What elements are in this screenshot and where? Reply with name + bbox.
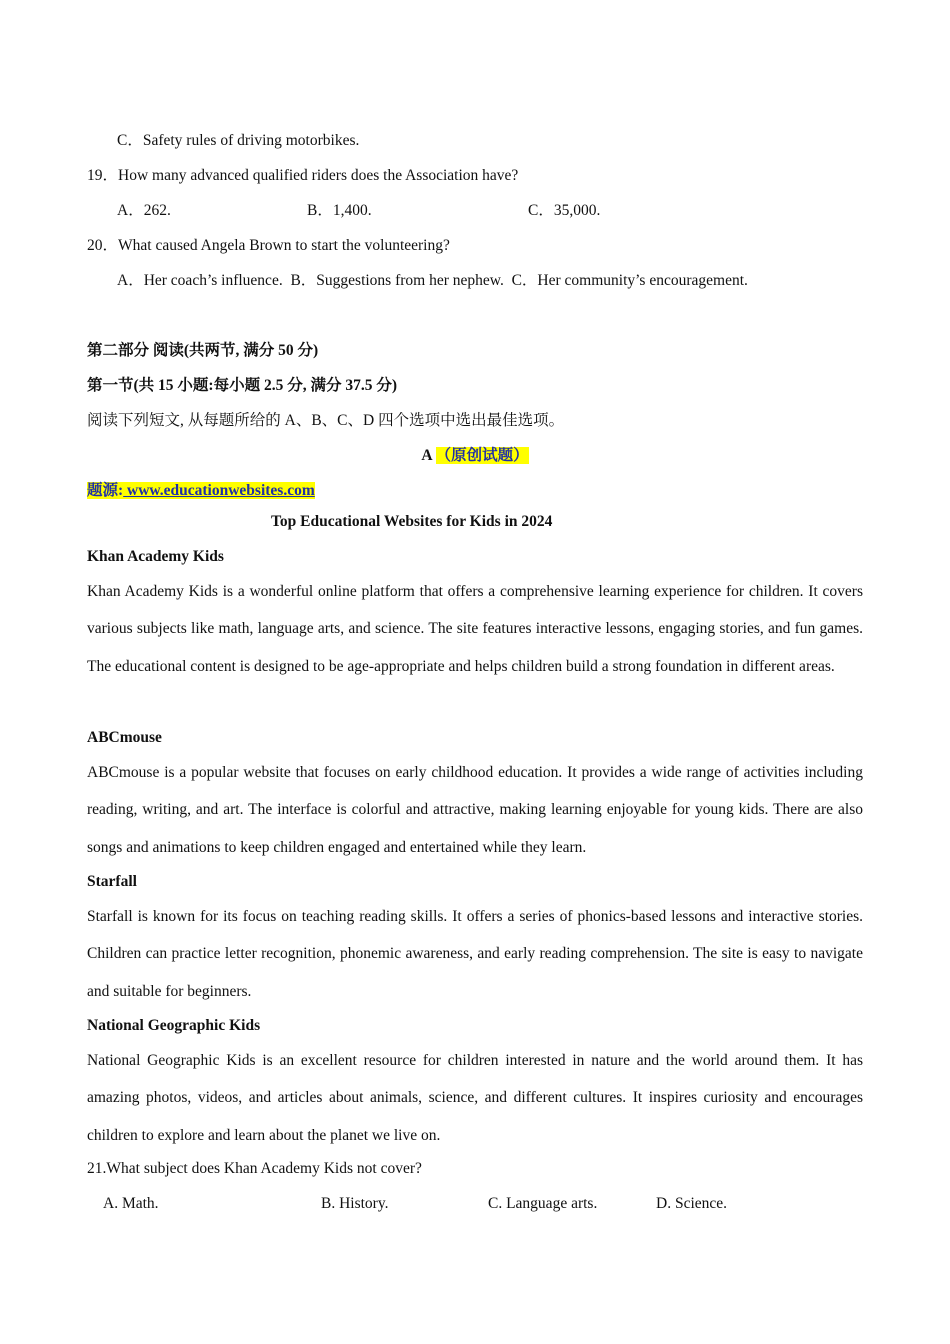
q21-option-b: B. History. — [321, 1195, 389, 1212]
body-starfall: Starfall is known for its focus on teaching reading skills. It offers a series of phonics-based lessons and interactive stories. Children can practice letter recognition, phonemic awareness, and early reading comprehension. The site is easy to navigate and suitable for beginners. — [87, 908, 863, 1000]
source-label: 题源: — [87, 482, 124, 499]
original-tag: （原创试题） — [435, 447, 529, 464]
q20-options: A．Her coach’s influence. B．Suggestions from her nephew. C．Her community’s encouragement. — [117, 272, 748, 289]
source-line — [87, 478, 315, 500]
q19-option-a: A．262. — [117, 202, 171, 219]
q21-stem: 21.What subject does Khan Academy Kids not cover? — [87, 1160, 422, 1177]
source-link[interactable]: www.educationwebsites.com — [127, 482, 315, 499]
heading-khan-academy: Khan Academy Kids — [87, 548, 224, 565]
q19-stem: 19．How many advanced qualified riders does the Association have? — [87, 167, 519, 184]
q21-option-d: D. Science. — [656, 1195, 728, 1212]
part-title: 第二部分 阅读(共两节, 满分 50 分) — [87, 342, 319, 359]
heading-natgeo-kids: National Geographic Kids — [87, 1017, 261, 1034]
heading-starfall: Starfall — [87, 873, 137, 890]
q19-option-b: B．1,400. — [307, 202, 372, 219]
q19-option-c: C．35,000. — [528, 202, 601, 219]
body-natgeo-kids: National Geographic Kids is an excellent resource for children interested in nature and the world around them. It has amazing photos, videos, and articles about animals, science, and different cultures. It inspires curiosity and encourages children to explore and learn about the planet we live on. — [87, 1052, 863, 1144]
body-abcmouse: ABCmouse is a popular website that focuses on early childhood education. It provides a wide range of activities including reading, writing, and art. The interface is colorful and attractive, making learning enjoyable for young kids. There are also songs and animations to keep children engaged and entertained while they learn. — [87, 764, 863, 856]
passage-title: Top Educational Websites for Kids in 2024 — [271, 513, 553, 530]
q21-option-c: C. Language arts. — [488, 1195, 598, 1212]
instruction-text: 阅读下列短文, 从每题所给的 A、B、C、D 四个选项中选出最佳选项。 — [87, 412, 565, 429]
q21-option-a: A. Math. — [103, 1195, 159, 1212]
section-subtitle: 第一节(共 15 小题:每小题 2.5 分, 满分 37.5 分) — [87, 377, 397, 394]
q18-option-c: C．Safety rules of driving motorbikes. — [117, 132, 360, 149]
passage-label — [0, 443, 950, 465]
q20-stem: 20．What caused Angela Brown to start the volunteering? — [87, 237, 450, 254]
passage-letter: A — [421, 447, 432, 464]
body-khan-academy: Khan Academy Kids is a wonderful online platform that offers a comprehensive learning experience for children. It covers various subjects like math, language arts, and science. The site features interactive lessons, engaging stories, and fun games. The educational content is designed to be age-appropriate and helps children build a strong foundation in different areas. — [87, 583, 863, 675]
heading-abcmouse: ABCmouse — [87, 729, 162, 746]
